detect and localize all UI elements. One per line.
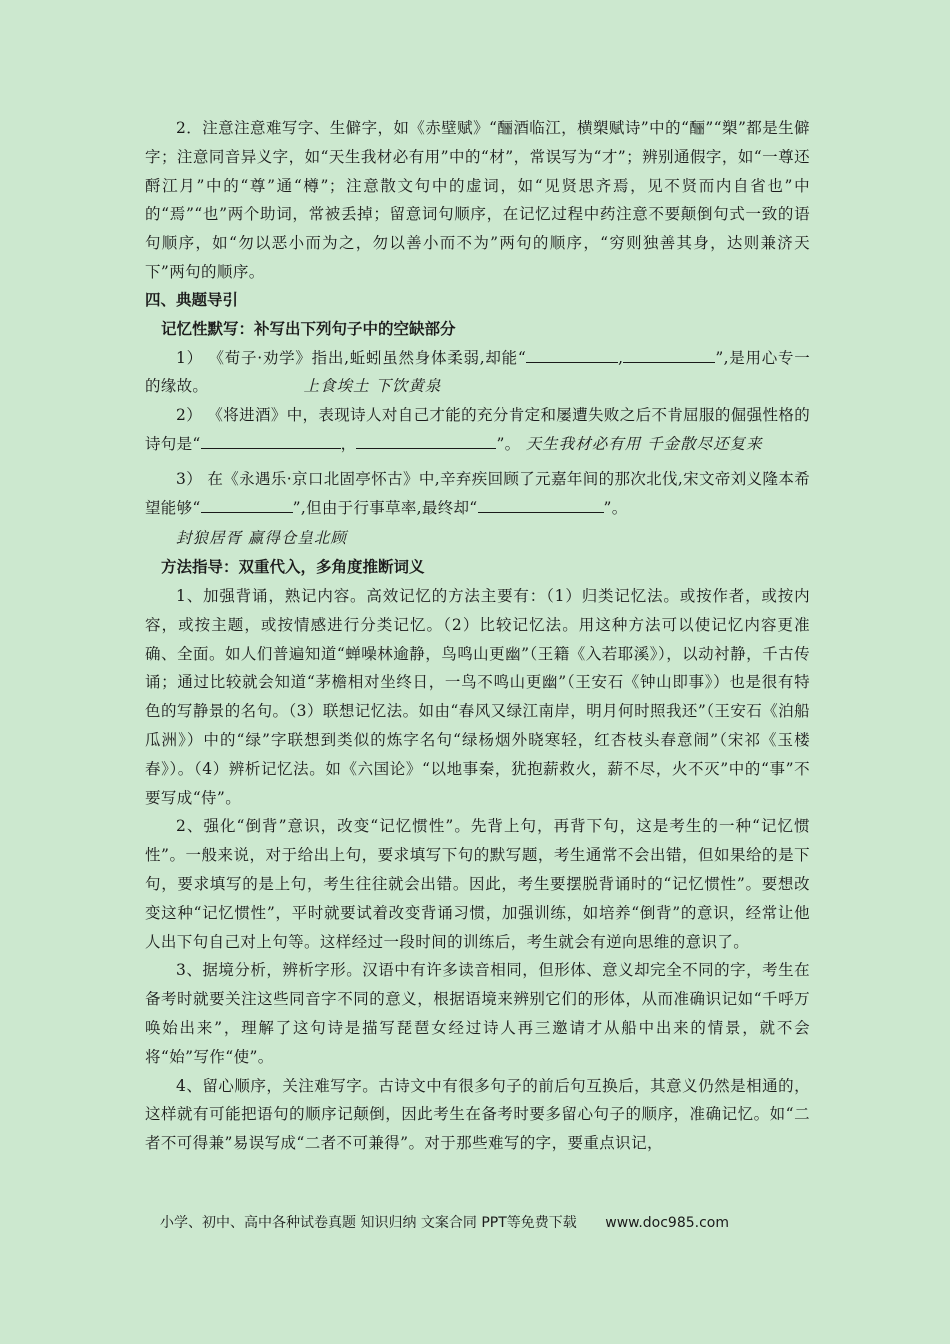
- question-text-end: ”。: [496, 434, 521, 453]
- answer-blank: [623, 347, 715, 363]
- question-text: 在《永遇乐·京口北固亭怀古》中,辛弃疾回顾了元嘉年间的那次北伐,宋文帝刘义隆本希望能够“: [145, 469, 810, 517]
- question-text: 《荀子·劝学》指出,蚯蚓虽然身体柔弱,却能“: [208, 348, 527, 367]
- footer-text: 小学、初中、高中各种试卷真题 知识归纳 文案合同 PPT等免费下载: [160, 1215, 577, 1231]
- method-paragraph-3: 3、据境分析，辨析字形。汉语中有许多读音相同，但形体、意义却完全不同的字，考生在备考时就要关注这些同音字不同的意义，根据语境来辨别它们的形体，从而准确识记如“千呼万唤始出来”，理解了这句诗是描写琵琶女经过诗人再三邀请才从船中出来的情景，就不会将“始”写作“使”。: [145, 961, 810, 1066]
- handwritten-answer: 天生我材必有用 千金散尽还复来: [525, 434, 763, 453]
- question-number: 1）: [176, 348, 203, 367]
- page-footer: [160, 1212, 810, 1232]
- answer-blank: [526, 347, 618, 363]
- comma: ，: [340, 434, 357, 453]
- question-text: 《将进酒》中，表现诗人对自己才能的充分肯定和屡遭失败之后不肯屈服的倔强性格的诗句是“: [145, 406, 811, 453]
- method-guidance-heading: 方法指导：双重代入，多角度推断词义: [161, 557, 425, 577]
- answer-blank: [201, 497, 293, 513]
- question-text-end: ”,是用心专一的缘故。: [145, 348, 811, 396]
- answer-blank: [356, 433, 496, 449]
- footer-website-link[interactable]: www.doc985.com: [605, 1215, 729, 1231]
- question-number: 2）: [176, 406, 203, 425]
- method-paragraph-1: 1、加强背诵，熟记内容。高效记忆的方法主要有：（1）归类记忆法。或按作者，或按内容，或按主题，或按情感进行分类记忆。（2）比较记忆法。用这种方法可以使记忆内容更准确、全面。如人们普遍知道“蝉噪林逾静，鸟鸣山更幽”（王籍《入若耶溪》），以动衬静，千古传诵；通过比较就会知道“茅檐相对坐终日，一鸟不鸣山更幽”（王安石《钟山即事》）也是很有特色的写静景的名句。（3）联想记忆法。如由“春风又绿江南岸，明月何时照我还”（王安石《泊船瓜洲》）中的“绿”字联想到类似的炼字名句“绿杨烟外晓寒轻，红杏枝头春意闹”（宋祁《玉楼春》）。（4）辨析记忆法。如《六国论》“以地事秦，犹抱薪救火，薪不尽，火不灭”中的“事”不要写成“侍”。: [145, 586, 810, 807]
- note-paragraph-2: [145, 114, 810, 287]
- question-number: 3）: [176, 469, 203, 488]
- question-text-mid: ”,但由于行事草率,最终却“: [292, 498, 478, 517]
- comma: ,: [618, 348, 624, 367]
- question-text-end: ”。: [603, 498, 628, 517]
- answer-blank: [478, 497, 604, 513]
- question-3: [145, 465, 810, 523]
- memory-dictation-heading: 记忆性默写：补写出下列句子中的空缺部分: [161, 318, 456, 338]
- question-1: [145, 344, 810, 402]
- handwritten-answer: 封狼居胥 赢得仓皇北顾: [176, 529, 347, 548]
- method-paragraph-2: 2、强化“倒背”意识，改变“记忆惯性”。先背上句，再背下句，这是考生的一种“记忆惯性”。一般来说，对于给出上句，要求填写下句的默写题，考生通常不会出错，但如果给的是下句，要求填写的是上句，考生往往就会出错。因此，考生要摆脱背诵时的“记忆惯性”。要想改变这种“记忆惯性”，平时就要试着改变背诵习惯，加强训练，如培养“倒背”的意识，经常让他人出下句自己对上句等。这样经过一段时间的训练后，考生就会有逆向思维的意识了。: [145, 817, 810, 951]
- paragraph-text: 2．注意注意难写字、生僻字，如《赤壁赋》“酾酒临江，横槊赋诗”中的“酾”“槊”都是生僻字；注意同音异义字，如“天生我材必有用”中的“材”，常误写为“才”；辨别通假字，如“一尊还酹江月”中的“尊”通“樽”；注意散文句中的虚词，如“见贤思齐焉，见不贤而内自省也”中的“焉”“也”两个助词，常被丢掉；留意词句顺序，在记忆过程中药注意不要颠倒句式一致的语句顺序，如“勿以恶小而为之，勿以善小而不为”两句的顺序，“穷则独善其身，达则兼济天下”两句的顺序。: [145, 119, 810, 281]
- question-2: [145, 401, 810, 459]
- section-4: [145, 286, 810, 1158]
- section-heading: 四、典题导引: [145, 290, 239, 309]
- answer-blank: [201, 433, 341, 449]
- handwritten-answer: 上食埃土 下饮黄泉: [303, 377, 442, 396]
- method-paragraph-4: 4、留心顺序，关注难写字。古诗文中有很多句子的前后句互换后，其意义仍然是相通的，这样就有可能把语句的顺序记颠倒，因此考生在备考时要多留心句子的顺序，准确记忆。如“二者不可得兼”易误写成“二者不可兼得”。对于那些难写的字，要重点识记，: [145, 1076, 810, 1153]
